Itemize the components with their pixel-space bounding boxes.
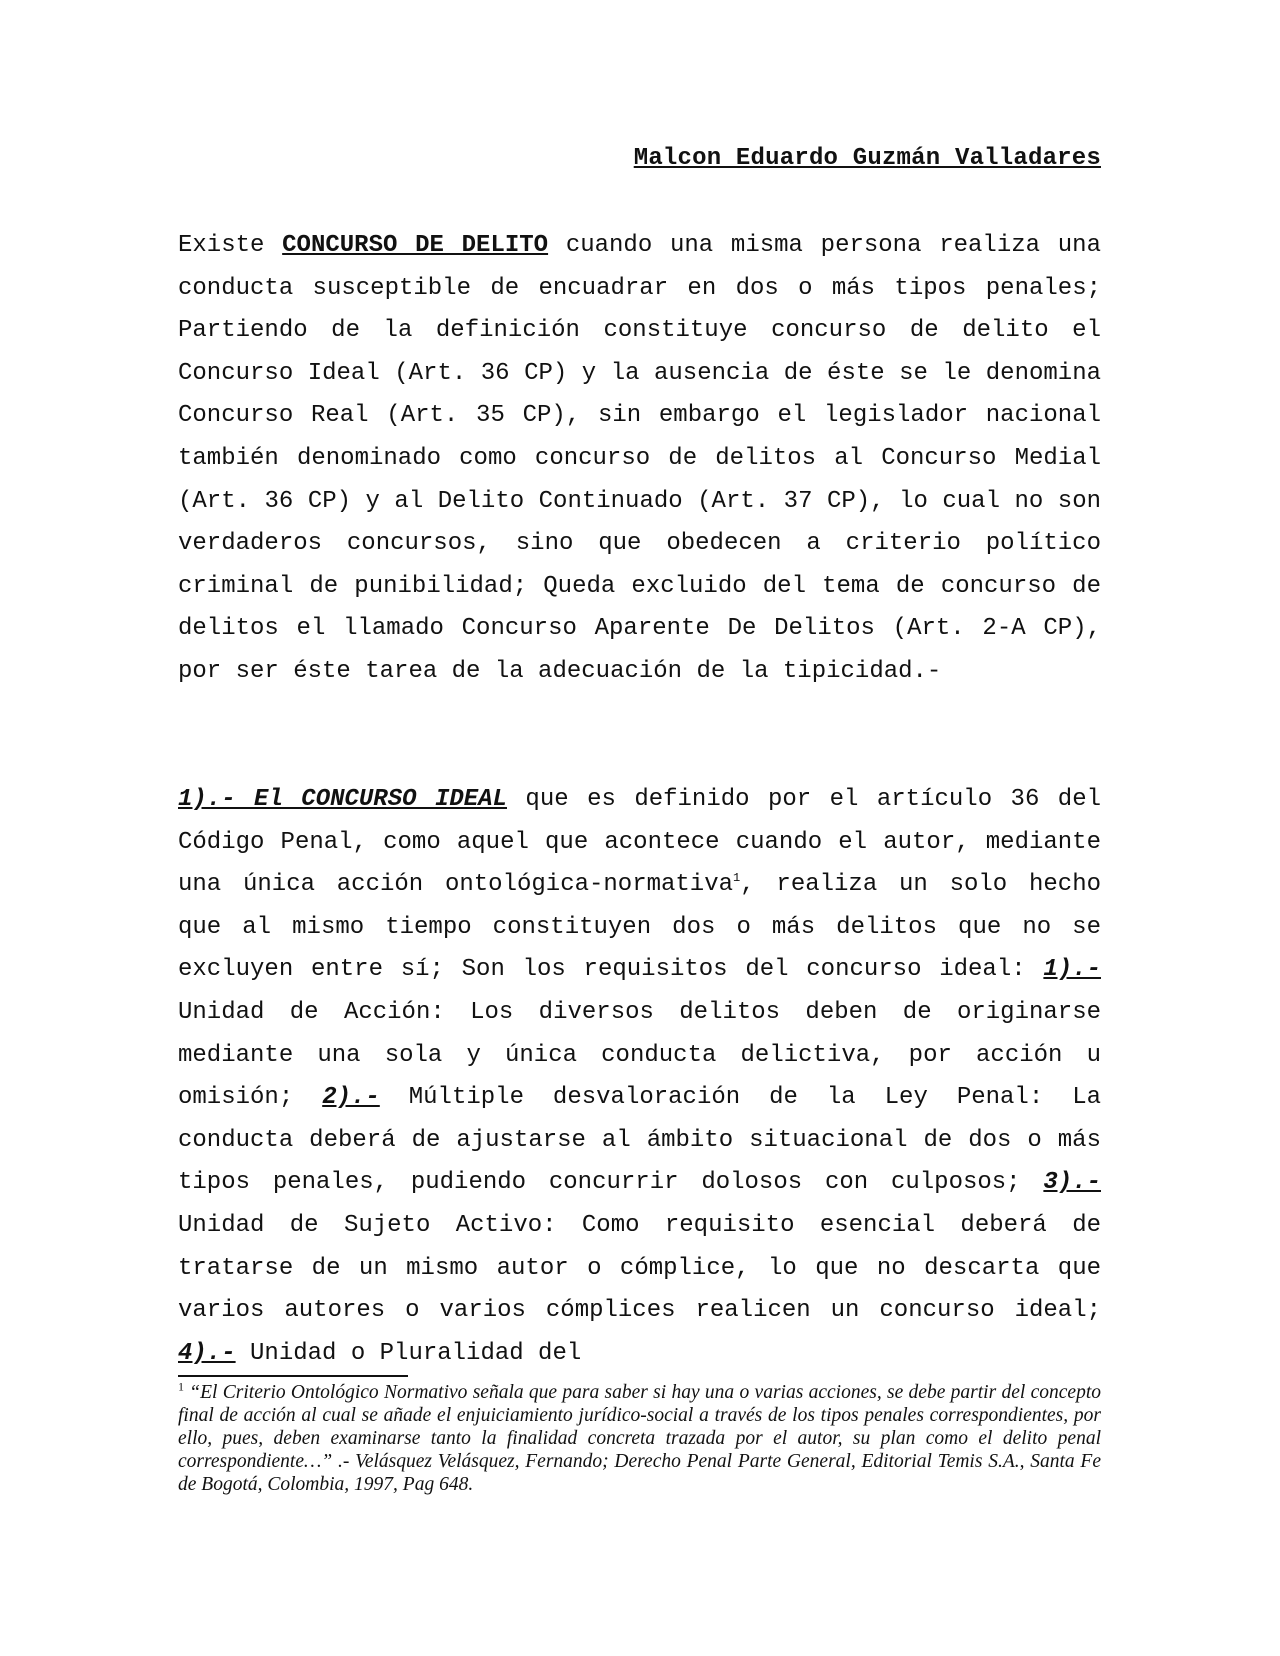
intro-text-start: Existe [178,232,283,259]
requirement-number-4: 4).- [178,1339,236,1367]
requirement-text-4: Unidad o Pluralidad del [235,1339,582,1367]
footnote-separator [178,1375,408,1377]
requirement-number-3: 3).- [1043,1169,1101,1197]
author-name: Malcon Eduardo Guzmán Valladares [633,145,1101,172]
requirement-text-2: Múltiple desvaloración de la Ley Penal: La conducta deberá de ajustarse al ámbito situacional de dos o más tipos penales, pudiendo concurrir dolosos con culposos; [178,1084,1101,1197]
paragraph-text: , realiza un solo hecho que al mismo tiempo constituyen dos o más delitos que no se excluyen entre sí; Son los requisitos del concurso ideal: [178,871,1101,984]
concurso-de-delito-term: CONCURSO DE DELITO [282,232,549,259]
footnote [178,1381,1101,1496]
requirement-number-1: 1).- [1043,956,1101,984]
requirement-number-2: 2).- [322,1084,380,1112]
footnote-text: “El Criterio Ontológico Normativo señala que para saber si hay una o varias acciones, se debe partir del concepto final de acción al cual se añade el enjuiciamiento jurídico-social a través de los tipos penales correspondientes, por ello, pues, deben examinarse tanto la finalidad concreta trazada por el autor, su plan como el delito penal correspondiente…” .- Velásquez Velásquez, Fernando; Derecho Penal Parte General, Editorial Temis S.A., Santa Fe de Bogotá, Colombia, 1997, Pag 648. [178,1382,1101,1495]
intro-text-rest: cuando una misma persona realiza una conducta susceptible de encuadrar en dos o más tipos penales; Partiendo de la definición constituye concurso de delito el Concurso Ideal (Art. 36 CP) y la ausencia de éste se le denomina Concurso Real (Art. 35 CP), sin embargo el legislador nacional también denominado como concurso de delitos al Concurso Medial (Art. 36 CP) y al Delito Continuado (Art. 37 CP), lo cual no son verdaderos concursos, sino que obedecen a criterio político criminal de punibilidad; Queda excluido del tema de concurso de delitos el llamado Concurso Aparente De Delitos (Art. 2-A CP), por ser éste tarea de la adecuación de la tipicidad.- [178,232,1101,685]
footnote-reference[interactable]: 1 [733,871,741,886]
section-heading-concurso-ideal: 1).- El CONCURSO IDEAL [178,786,507,813]
paragraph-text: que es definido por el artículo 36 del Código Penal, como aquel que acontece cuando el autor, mediante una única acción ontológica-normativa [178,786,1101,899]
intro-paragraph [178,225,1101,694]
concurso-ideal-paragraph [178,779,1101,1375]
footnote-marker: 1 [178,1379,184,1394]
requirement-text-1: Unidad de Acción: Los diversos delitos deben de originarse mediante una sola y única conducta delictiva, por acción u omisión; [178,998,1101,1112]
requirement-text-3: Unidad de Sujeto Activo: Como requisito esencial deberá de tratarse de un mismo autor o cómplice, lo que no descarta que varios autores o varios cómplices realicen un concurso ideal; [178,1211,1101,1325]
